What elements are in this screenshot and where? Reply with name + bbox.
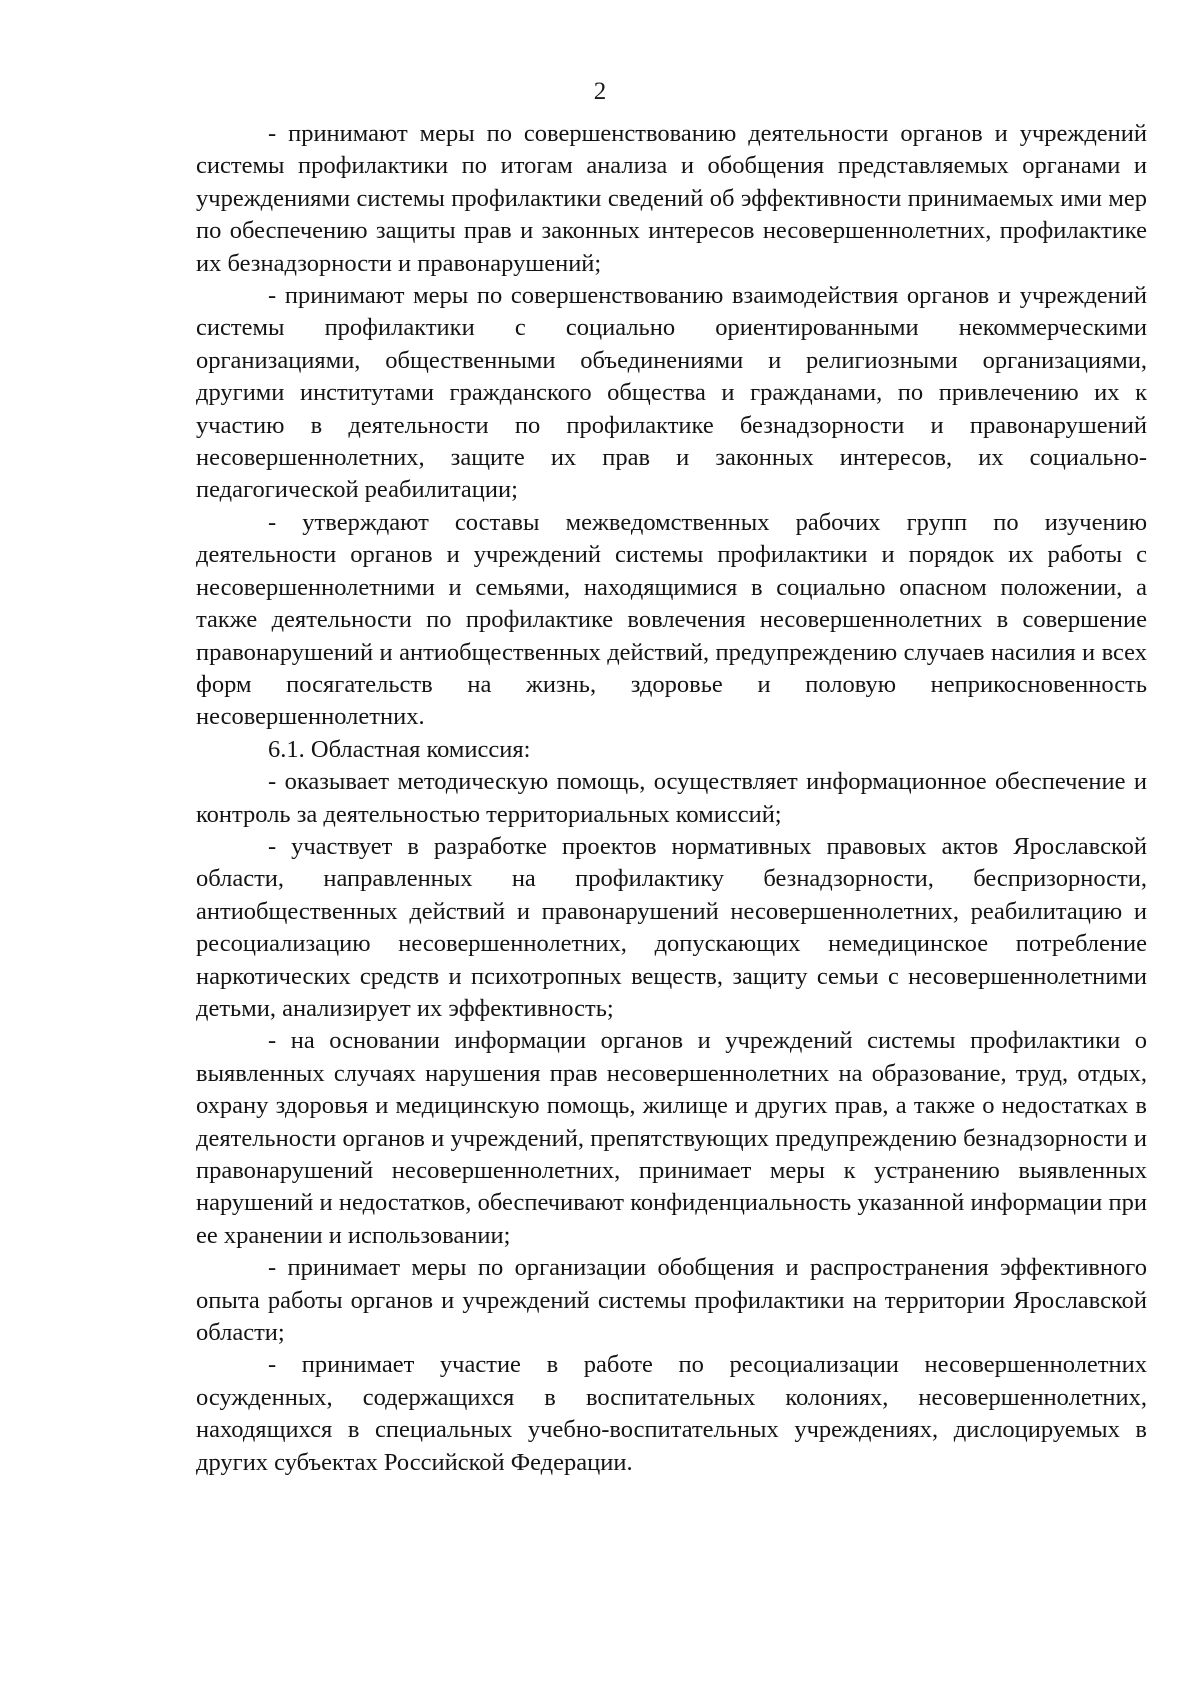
paragraph-experience-sharing: - принимает меры по организации обобщения и распространения эффективного опыта работы органов и учреждений системы профилактики на территории Ярославской области; (196, 1254, 1147, 1347)
paragraph-methodical-help: - оказывает методическую помощь, осуществляет информационное обеспечение и контроль за деятельностью территориальных комиссий; (196, 768, 1147, 828)
document-body (196, 118, 1147, 1479)
paragraph-working-groups: - утверждают составы межведомственных рабочих групп по изучению деятельности органов и учреждений системы профилактики и порядок их работы с несовершеннолетними и семьями, находящимися в социально опасном положении, а также деятельности по профилактике вовлечения несовершеннолетних в совершение правонарушений и антиобщественных действий, предупреждению случаев насилия и всех форм посягательств на жизнь, здоровье и половую неприкосновенность несовершеннолетних. (196, 508, 1147, 731)
paragraph-resocialization: - принимает участие в работе по ресоциализации несовершеннолетних осужденных, содержащихся в воспитательных колониях, несовершеннолетних, находящихся в специальных учебно-воспитательных учреждениях, дислоцируемых в других субъектах Российской Федерации. (196, 1351, 1147, 1476)
paragraph-draft-acts: - участвует в разработке проектов нормативных правовых актов Ярославской области, направленных на профилактику безнадзорности, беспризорности, антиобщественных действий и правонарушений несовершеннолетних, реабилитацию и ресоциализацию несовершеннолетних, допускающих немедицинское потребление наркотических средств и психотропных веществ, защиту семьи с несовершеннолетними детьми, анализирует их эффективность; (196, 832, 1147, 1022)
page-number: 2 (593, 78, 607, 105)
paragraph-interaction-improvement: - принимают меры по совершенствованию взаимодействия органов и учреждений системы профилактики с социально ориентированными некоммерческими организациями, общественными объединениями и религиозными организациями, другими институтами гражданского общества и гражданами, по привлечению их к участию в деятельности по профилактике безнадзорности и правонарушений несовершеннолетних, защите их прав и законных интересов, их социально-педагогической реабилитации; (196, 282, 1147, 504)
paragraph-violations-info: - на основании информации органов и учреждений системы профилактики о выявленных случаях нарушения прав несовершеннолетних на образование, труд, отдых, охрану здоровья и медицинскую помощь, жилище и других прав, а также о недостатках в деятельности органов и учреждений, препятствующих предупреждению безнадзорности и правонарушений несовершеннолетних, принимает меры к устранению выявленных нарушений и недостатков, обеспечивают конфиденциальность указанной информации при ее хранении и использовании; (196, 1027, 1147, 1249)
section-heading-regional-commission: 6.1. Областная комиссия: (268, 735, 531, 763)
paragraph-measures-improvement: - принимают меры по совершенствованию деятельности органов и учреждений системы профилактики по итогам анализа и обобщения представляемых органами и учреждениями системы профилактики сведений об эффективности принимаемых ими мер по обеспечению защиты прав и законных интересов несовершеннолетних, профилактике их безнадзорности и правонарушений; (196, 120, 1147, 277)
